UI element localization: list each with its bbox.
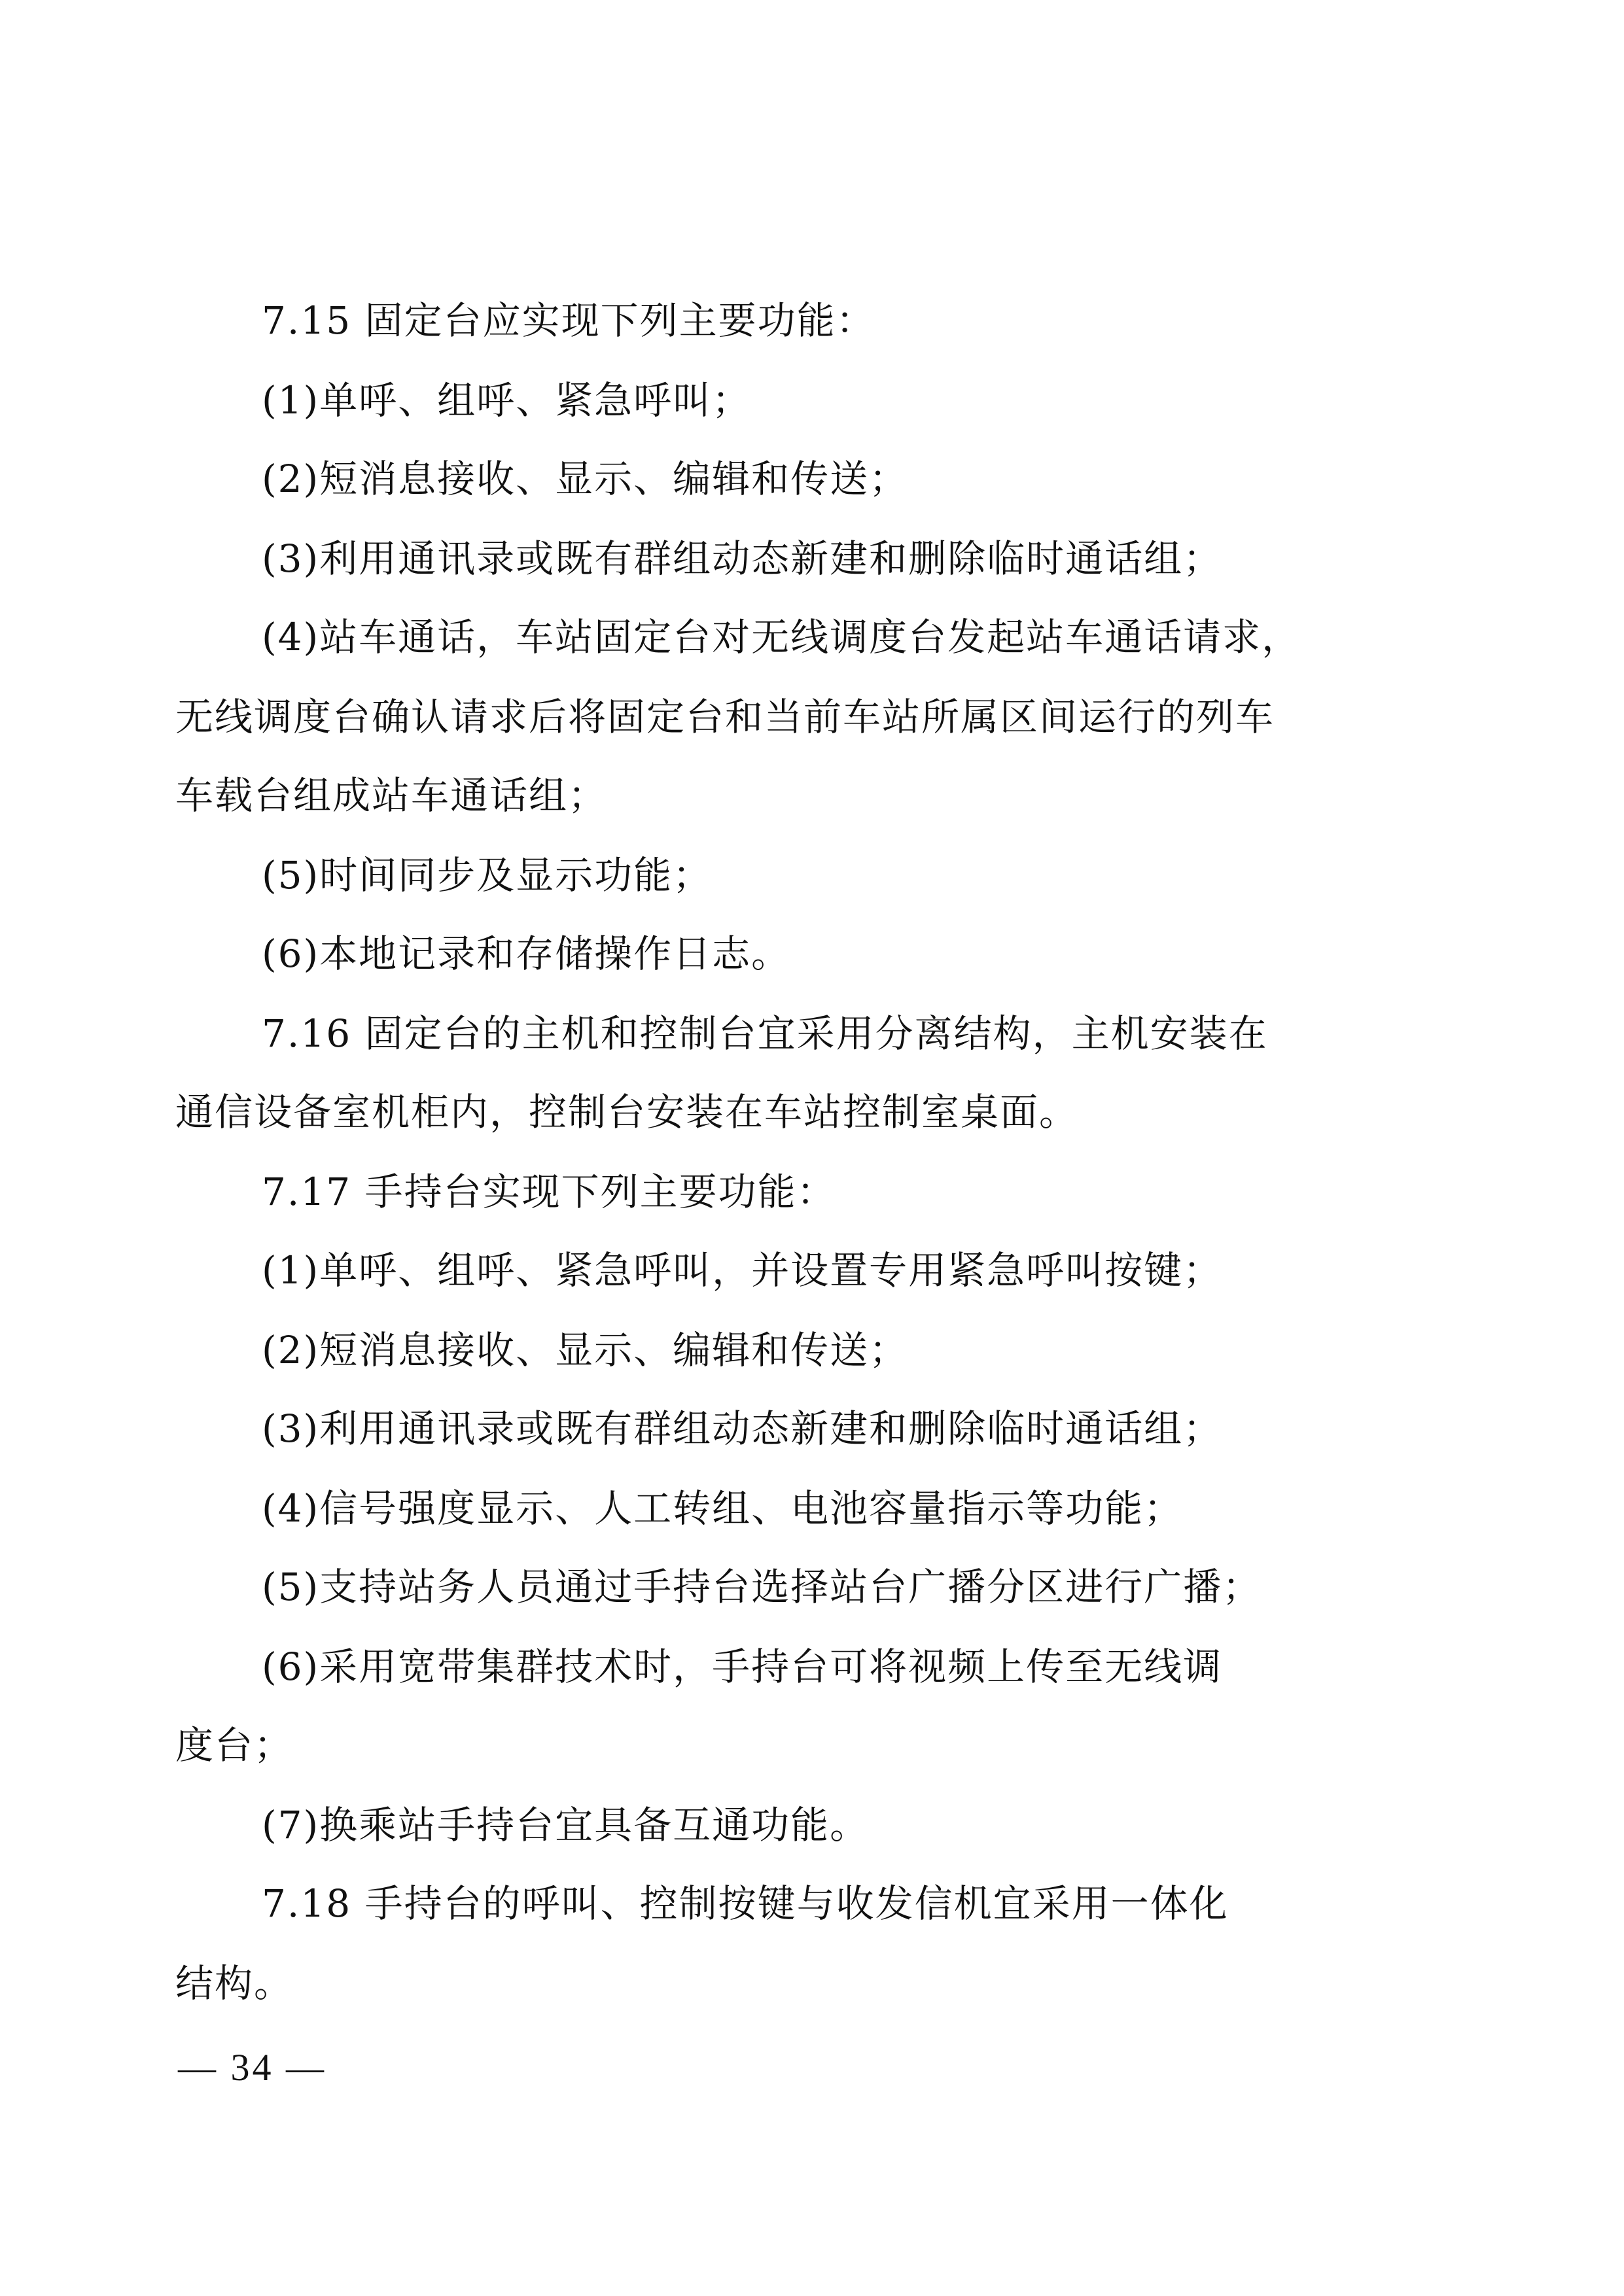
- page-number: — 34 —: [178, 2046, 327, 2089]
- clause-7-17-item-6-line-1: (6)采用宽带集群技术时，手持台可将视频上传至无线调: [262, 1644, 1223, 1689]
- clause-7-15-item-4-line-2: 无线调度台确认请求后将固定台和当前车站所属区间运行的列车: [175, 695, 1275, 739]
- clause-7-17-heading: 7.17 手持台实现下列主要功能：: [262, 1170, 836, 1214]
- clause-7-15-item-4-line-3: 车载台组成站车通话组；: [175, 773, 608, 818]
- clause-7-17-item-1: (1)单呼、组呼、紧急呼叫，并设置专用紧急呼叫按键；: [262, 1248, 1223, 1293]
- clause-7-15-item-2: (2)短消息接收、显示、编辑和传送；: [262, 457, 909, 501]
- clause-7-15-item-5: (5)时间同步及显示功能；: [262, 853, 713, 897]
- clause-7-17-item-5: (5)支持站务人员通过手持台选择站台广播分区进行广播；: [262, 1565, 1262, 1609]
- clause-7-18-line-1: 7.18 手持台的呼叫、控制按键与收发信机宜采用一体化: [262, 1881, 1229, 1926]
- clause-7-17-item-6-line-2: 度台；: [175, 1723, 294, 1767]
- clause-7-15-item-6: (6)本地记录和存储操作日志。: [262, 931, 791, 976]
- clause-7-16-line-1: 7.16 固定台的主机和控制台宜采用分离结构，主机安装在: [262, 1011, 1268, 1056]
- clause-7-15-item-4-line-1: (4)站车通话，车站固定台对无线调度台发起站车通话请求，: [262, 615, 1301, 659]
- clause-7-17-item-7: (7)换乘站手持台宜具备互通功能。: [262, 1803, 870, 1847]
- clause-7-17-item-4: (4)信号强度显示、人工转组、电池容量指示等功能；: [262, 1486, 1184, 1531]
- clause-7-15-item-1: (1)单呼、组呼、紧急呼叫；: [262, 378, 752, 423]
- clause-7-17-item-3: (3)利用通讯录或既有群组动态新建和删除临时通话组；: [262, 1406, 1223, 1451]
- clause-7-15-heading: 7.15 固定台应实现下列主要功能：: [262, 298, 875, 343]
- clause-7-18-line-2: 结构。: [175, 1961, 294, 2006]
- clause-7-17-item-2: (2)短消息接收、显示、编辑和传送；: [262, 1328, 909, 1372]
- clause-7-15-item-3: (3)利用通讯录或既有群组动态新建和删除临时通话组；: [262, 536, 1223, 581]
- clause-7-16-line-2: 通信设备室机柜内，控制台安装在车站控制室桌面。: [175, 1090, 1079, 1134]
